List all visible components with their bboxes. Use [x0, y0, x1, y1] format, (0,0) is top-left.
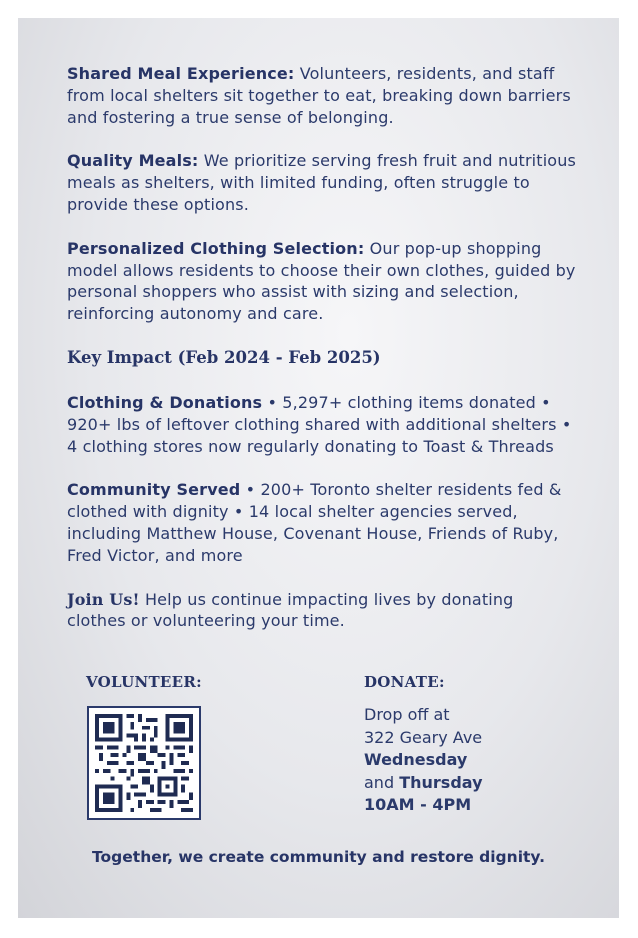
tagline: Together, we create community and restore dignity. [92, 848, 545, 866]
clothing-donations-title: Clothing & Donations [67, 392, 263, 412]
shared-meal-text: Volunteers, residents, and staff from local shelters sit together to eat, breaking down barriers and fostering a true sense of belonging. [67, 64, 571, 127]
flyer-content [67, 63, 577, 654]
qr-code-icon [95, 714, 193, 812]
clothing-donations-text: • 5,297+ clothing items donated • 920+ lbs of leftover clothing shared with additional shelters • 4 clothing stores now regularly donating to Toast & Threads [67, 392, 572, 456]
key-impact-heading: Key Impact (Feb 2024 - Feb 2025) [67, 347, 381, 367]
donate-and: and [364, 772, 395, 792]
donate-heading: DONATE: [364, 673, 445, 691]
quality-meals-title: Quality Meals: [67, 151, 199, 171]
join-us-paragraph [67, 589, 577, 633]
action-columns [67, 673, 577, 843]
flyer-card [18, 18, 619, 918]
clothing-donations-paragraph [67, 392, 577, 457]
donate-day-wednesday: Wednesday [364, 750, 468, 769]
clothing-selection-paragraph [67, 238, 577, 325]
donate-day-thursday: Thursday [399, 772, 483, 792]
quality-meals-text: We prioritize serving fresh fruit and nutritious meals as shelters, with limited funding, often struggle to provide these options. [67, 151, 577, 214]
donate-dropoff: Drop off at [364, 705, 450, 724]
quality-meals-paragraph [67, 150, 577, 215]
shared-meal-paragraph [67, 63, 577, 128]
community-served-paragraph [67, 479, 577, 566]
donate-day-line [364, 772, 483, 795]
clothing-selection-text: Our pop-up shopping model allows residents to choose their own clothes, guided by personal shoppers who assist with sizing and selection, reinforcing autonomy and care. [67, 238, 576, 324]
community-served-text: • 200+ Toronto shelter residents fed & clothed with dignity • 14 local shelter agencies served, including Matthew House, Covenant House, Friends of Ruby, Fred Victor, and more [67, 480, 562, 565]
shared-meal-title: Shared Meal Experience: [67, 64, 295, 83]
clothing-selection-title: Personalized Clothing Selection: [67, 238, 365, 258]
volunteer-heading: VOLUNTEER: [86, 673, 202, 691]
join-us-title: Join Us! [67, 589, 140, 609]
join-us-text: Help us continue impacting lives by donating clothes or volunteering your time. [67, 589, 514, 631]
community-served-title: Community Served [67, 480, 241, 500]
donate-hours: 10AM - 4PM [364, 795, 472, 814]
donate-address: 322 Geary Ave [364, 727, 483, 747]
volunteer-qr-code[interactable] [87, 706, 201, 820]
donate-details [364, 704, 483, 817]
